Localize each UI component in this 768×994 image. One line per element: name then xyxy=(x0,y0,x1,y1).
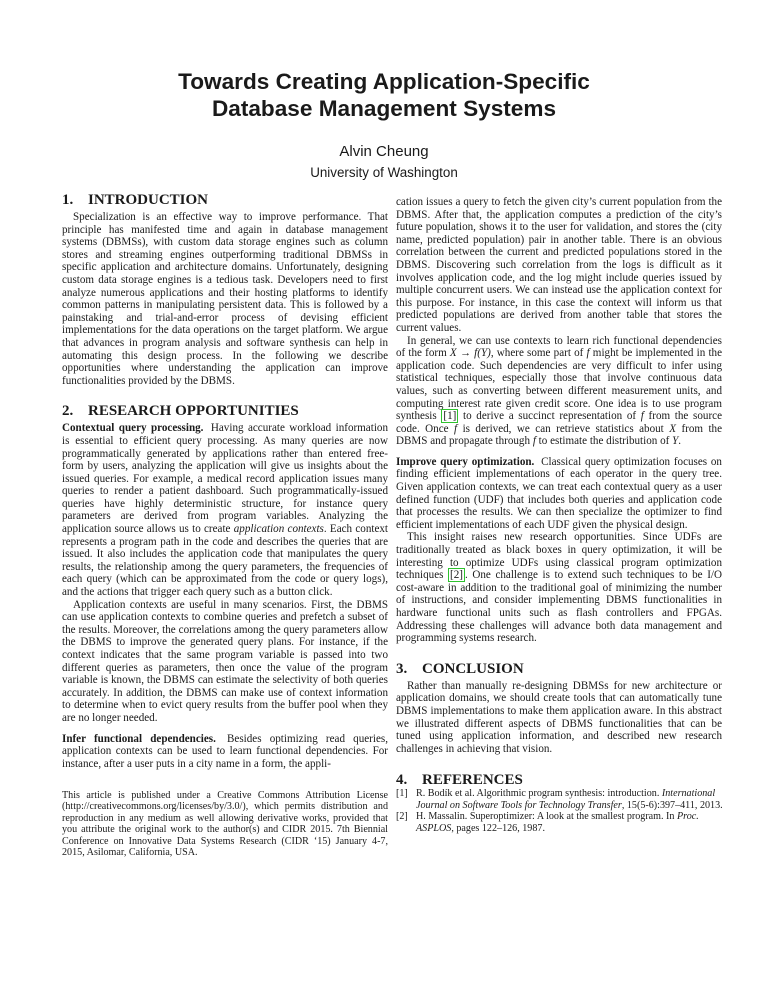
text: , where some part of xyxy=(490,347,587,360)
text: . Each context represents a program path in the code and describes the queries that are issued. It also includes the application code that manipulates the query results, the relationship among the query parameters, the frequencies of each query (which can be approximated from the code or query logs), and the actions that trigger each query such as a button click. xyxy=(62,523,389,599)
section-title: REFERENCES xyxy=(422,772,523,788)
citation-link[interactable]: [1] xyxy=(443,410,457,423)
text: to derive a succinct representation of xyxy=(458,410,641,423)
right-column xyxy=(396,196,722,755)
text: might be implemented in the application code. Such dependencies are very difficult to infer using statistical techniques, especially those that involve continuous data values, such as converting between different measurement units, and computing interest rate given credit score. One idea is to use program synthesis xyxy=(396,347,723,423)
section-heading-references xyxy=(396,773,726,788)
section-title: RESEARCH OPPORTUNITIES xyxy=(88,403,299,420)
paragraph-contextual-query xyxy=(62,422,388,598)
paragraph-query-optimization xyxy=(396,456,722,532)
reference-item xyxy=(396,811,726,834)
author-name: Alvin Cheung xyxy=(339,143,429,160)
text: from the source code. Once xyxy=(396,410,722,435)
text: In general, we can use contexts to learn rich functional dependencies of the form xyxy=(396,334,722,360)
math: f xyxy=(586,347,590,360)
text: , pages 122–126, 1987. xyxy=(451,822,545,834)
section-heading-conclusion xyxy=(396,661,722,678)
text: from the DBMS and propagate through xyxy=(396,422,723,448)
title-line-1: Towards Creating Application-Specific xyxy=(178,69,590,94)
paragraph-general-dependencies xyxy=(396,335,722,448)
left-column xyxy=(62,192,388,770)
paper-title xyxy=(0,68,768,122)
section-title: INTRODUCTION xyxy=(88,192,209,208)
author-affiliation: University of Washington xyxy=(310,165,458,180)
paragraph-functional-dependencies xyxy=(62,733,388,771)
section-number: 1. xyxy=(62,192,74,208)
text: , 15(5-6):397–411, 2013. xyxy=(621,799,723,811)
references-section xyxy=(396,773,726,834)
text: to estimate the distribution of xyxy=(535,435,673,448)
text: Having accurate workload information is essential to efficient query processing. As many queries are now programmatically generated by applications rather than entered free-form by users, analyzing the application will give us insights about the issued queries. For example, a medical record application issues many queries to render a patient dashboard. Such programmatically-issued queries have highly deterministic structure, for instance query parameters are derived from program variables. Analyzing the application source allows us to create xyxy=(62,422,388,536)
text: R. Bodík et al. Algorithmic program synthesis: introduction. xyxy=(416,788,662,799)
text: . One challenge is to extend such techniques to be I/O cost-aware in addition to the traditional goal of minimizing the number of instructions, and consider implementing DBMS functionalities in hardware functional units such as flash controllers and FPGAs. Addressing these challenges will advance both data management and programming systems research. xyxy=(396,569,722,645)
section-number: 2. xyxy=(62,403,74,420)
conclusion-paragraph: Rather than manually re-designing DBMSs for new architecture or application domains, we should create tools that can automatically tune DBMS implementations to make them application aware. In this abstract we illustrated different aspects of DBMS functionalities that can be tuned using application information, and described new research challenges in achieving that vision. xyxy=(396,679,722,755)
math: Y xyxy=(672,435,679,448)
reference-text xyxy=(416,788,726,811)
reference-item xyxy=(396,788,726,811)
section-heading-research xyxy=(62,403,388,420)
intro-paragraph: Specialization is an effective way to improve performance. That principle has manifested time and again in database management systems (DBMSs), with custom data storage engines such as column stores and streaming engines outperforming traditional DBMSs in specific application and architecture domains. Unfortunately, designing custom data storage engines is a tedious task. Developers need to first analyze numerous applications and their hosting platforms to identify common patterns in manipulating persistent data. This is followed by a painstaking and trial-and-error process of devising efficient implementations for the data operations on the target platform. We argue that advances in program analysis and software synthesis can help in automating this design process. In the following we describe opportunities where understanding the application can improve functionalities provided by the DBMS. xyxy=(62,211,388,387)
copyright-footnote: This article is published under a Creative Commons Attribution License (http://creativecommons.org/licenses/by/3.0/), which permits distribution and reproduction in any medium as well allowing derivative works, provided that you attribute the original work to the author(s) and CIDR 2015. 7th Biennial Conference on Innovative Data Systems Research (CIDR ‘15) January 4-7, 2015, Asilomar, California, USA. xyxy=(62,790,388,859)
reference-number: [2] xyxy=(396,811,408,822)
citation-link[interactable]: [2] xyxy=(450,569,463,582)
venue: Proc. ASPLOS xyxy=(416,811,699,834)
paragraph-lead: Contextual query processing. xyxy=(62,422,204,435)
emphasis: application contexts xyxy=(233,523,324,536)
paragraph-research-opportunities xyxy=(396,531,722,644)
reference-text xyxy=(416,811,726,834)
text: This insight raises new research opportunities. Since UDFs are traditionally treated as black boxes in query optimization, it will be interesting to optimize UDFs using classical program optimization techniques xyxy=(396,531,722,582)
text: is derived, we can retrieve statistics about xyxy=(457,422,670,435)
reference-number: [1] xyxy=(396,788,408,799)
section-number: 3. xyxy=(396,660,408,677)
section-heading-introduction xyxy=(62,192,388,209)
math: X xyxy=(669,422,676,435)
math: X → f(Y) xyxy=(449,347,491,360)
paragraph-lead: Infer functional dependencies. xyxy=(62,732,216,745)
text: H. Massalin. Superoptimizer: A look at the smallest program. In xyxy=(416,811,677,822)
text: Classical query optimization focuses on finding efficient implementations of each operator in the query tree. Given application contexts, we can treat each contextual query as a user defined function (UDF) that includes both queries and application code that processes the results. We can then specialize the optimizer to find efficient implementations of each UDF given the physical design. xyxy=(396,455,722,531)
section-number: 4. xyxy=(396,772,408,788)
math: f xyxy=(532,435,536,448)
venue: International Journal on Software Tools for Technology Transfer xyxy=(416,788,716,811)
section-title: CONCLUSION xyxy=(422,660,524,677)
text: . xyxy=(678,435,682,448)
paragraph-functional-dependencies-cont: cation issues a query to fetch the given city’s current population from the DBMS. After that, the application computes a prediction of the city’s future population, shows it to the user for validation, and stores the (city name, predicted population) pair in another table. There is an obvious correlation between the current and predicted populations stored in the DBMS. Discovering such correlation from the logs is difficult as it involves application code, and the log might include queries issued by multiple concurrent users. We can instead use the application context for this purpose. For instance, in this case the context will inform us that predicted populations are derived from another table that stores the current values. xyxy=(396,196,722,334)
text: Besides optimizing read queries, application contexts can be used to learn functional dependencies. For instance, after a user puts in a city name in a form, the appli- xyxy=(62,732,388,770)
title-line-2: Database Management Systems xyxy=(211,96,557,121)
paragraph-application-contexts: Application contexts are useful in many scenarios. First, the DBMS can use application contexts to combine queries and prefetch a subset of the results. Moreover, the correlations among the query parameters allow the DBMS to improve the generated query plans. For instance, if the context indicates that the same program variable is passed into two different queries as parameters, then once the value of the program variable is known, the DBMS can estimate the selectivity of both queries accurately. In addition, the DBMS can make use of context information to determine when to evict query results from the buffer pool when they are no longer needed. xyxy=(62,598,388,724)
paragraph-lead: Improve query optimization. xyxy=(396,455,535,468)
math: f xyxy=(640,410,644,423)
math: f xyxy=(454,422,458,435)
